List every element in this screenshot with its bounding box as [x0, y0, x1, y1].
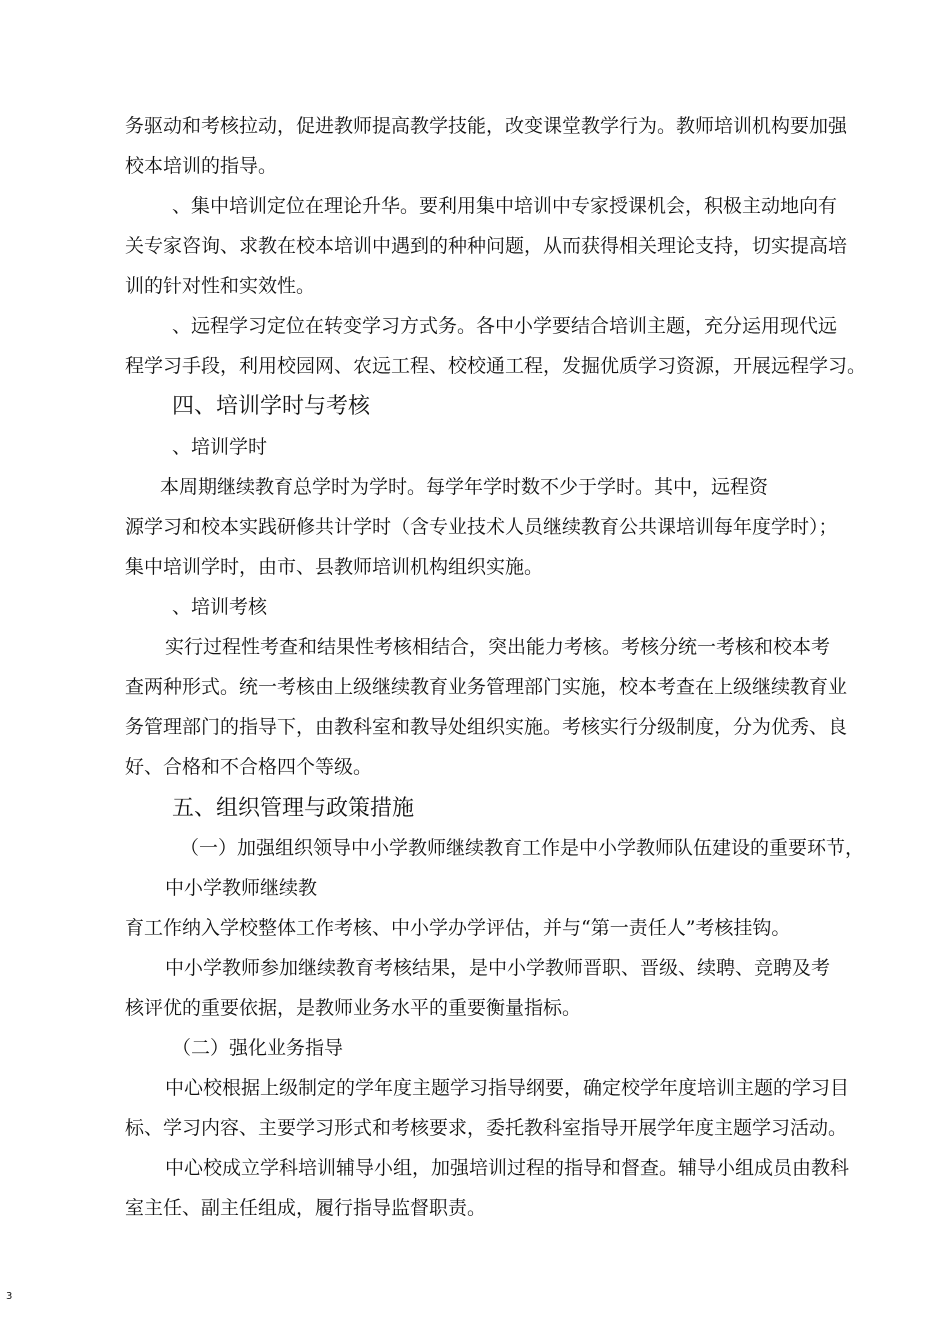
- paragraph-line: 实行过程性考查和结果性考核相结合，突出能力考核。考核分统一考核和校本考: [165, 636, 831, 658]
- paragraph-line: 核评优的重要依据，是教师业务水平的重要衡量指标。: [125, 997, 582, 1019]
- paragraph-line: 务管理部门的指导下，由教科室和教导处组织实施。考核实行分级制度，分为优秀、良: [125, 716, 848, 738]
- paragraph-line: 关专家咨询、求教在校本培训中遇到的种种问题，从而获得相关理论支持，切实提高培: [125, 235, 848, 257]
- paragraph-line: 训的针对性和实效性。: [125, 275, 316, 297]
- paragraph-line: 中心校根据上级制定的学年度主题学习指导纲要，确定校学年度培训主题的学习目: [165, 1077, 850, 1099]
- paragraph-line: 标、学习内容、主要学习形式和考核要求，委托教科室指导开展学年度主题学习活动。: [125, 1117, 848, 1139]
- paragraph-line: 务驱动和考核拉动，促进教师提高教学技能，改变课堂教学行为。教师培训机构要加强: [125, 115, 848, 137]
- paragraph-line: 室主任、副主任组成，履行指导监督职责。: [125, 1197, 487, 1219]
- section-heading: 五、组织管理与政策措施: [172, 796, 415, 821]
- paragraph-line: 中小学教师继续教: [165, 877, 318, 899]
- paragraph-line: 集中培训学时，由市、县教师培训机构组织实施。: [125, 556, 544, 578]
- paragraph-line: 、远程学习定位在转变学习方式务。各中小学要结合培训主题，充分运用现代远: [172, 315, 838, 337]
- paragraph-line: 好、合格和不合格四个等级。: [125, 756, 373, 778]
- paragraph-line: 、集中培训定位在理论升华。要利用集中培训中专家授课机会，积极主动地向有: [172, 195, 838, 217]
- paragraph-line: 中小学教师参加继续教育考核结果，是中小学教师晋职、晋级、续聘、竞聘及考: [165, 957, 831, 979]
- section-heading: 四、培训学时与考核: [172, 394, 371, 419]
- subsection-heading: 、培训学时: [172, 436, 268, 458]
- paragraph-line: 育工作纳入学校整体工作考核、中小学办学评估，并与“第一责任人”考核挂钩。: [125, 917, 791, 939]
- paragraph-line: 校本培训的指导。: [125, 155, 278, 177]
- subsection-heading: 、培训考核: [172, 596, 268, 618]
- paragraph-line: 程学习手段，利用校园网、农远工程、校校通工程，发掘优质学习资源，开展远程学习。: [125, 355, 867, 377]
- paragraph-line: 中心校成立学科培训辅导小组，加强培训过程的指导和督查。辅导小组成员由教科: [165, 1157, 850, 1179]
- paragraph-line: 查两种形式。统一考核由上级继续教育业务管理部门实施，校本考查在上级继续教育业: [125, 676, 848, 698]
- paragraph-line: 源学习和校本实践研修共计学时（含专业技术人员继续教育公共课培训每年度学时）；: [125, 516, 838, 538]
- paragraph-line: （一）加强组织领导中小学教师继续教育工作是中小学教师队伍建设的重要环节，: [180, 837, 865, 859]
- paragraph-line: 本周期继续教育总学时为学时。每学年学时数不少于学时。其中，远程资: [160, 476, 769, 498]
- subsection-heading: （二）强化业务指导: [172, 1037, 344, 1059]
- page-number: 3: [6, 1291, 13, 1302]
